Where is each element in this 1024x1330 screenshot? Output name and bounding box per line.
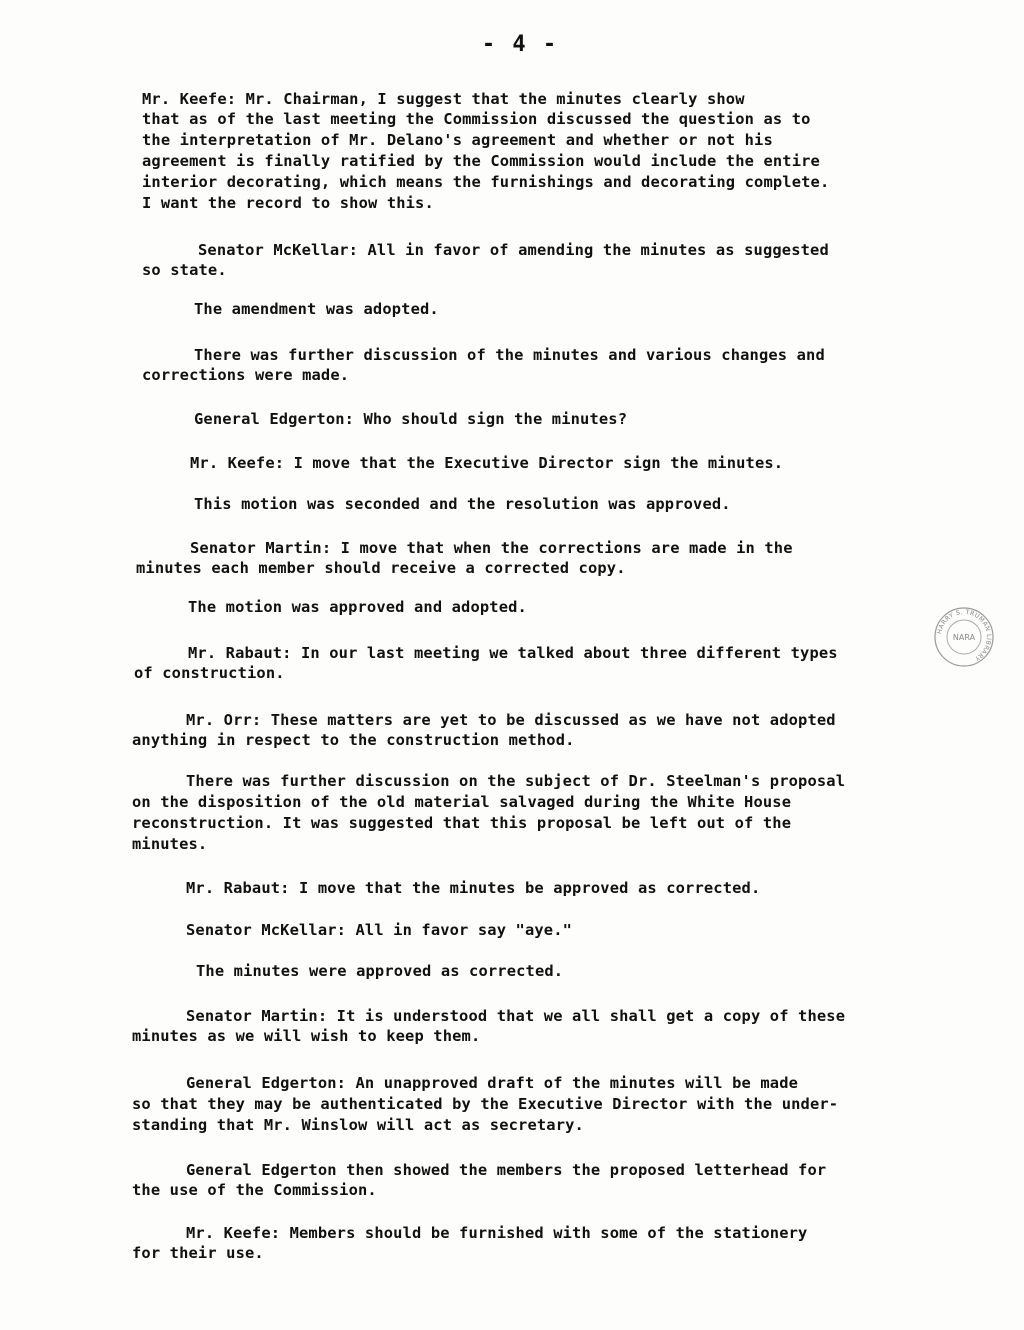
stamp-arc-text: HARRY S. TRUMAN LIBRARY: [936, 608, 993, 662]
text-line: so state.: [142, 261, 227, 279]
text-line: minutes each member should receive a corrected copy.: [136, 559, 626, 577]
text-line: This motion was seconded and the resolution was approved.: [194, 495, 731, 513]
text-line: The amendment was adopted.: [194, 300, 439, 318]
text-line: General Edgerton then showed the members the proposed letterhead for: [186, 1161, 827, 1179]
text-line: minutes.: [132, 835, 208, 853]
text-line: of construction.: [134, 664, 285, 682]
stamp-center-text: NARA: [952, 633, 976, 642]
text-line: the interpretation of Mr. Delano's agreement and whether or not his: [142, 131, 773, 149]
text-line: Mr. Keefe: Mr. Chairman, I suggest that the minutes clearly show: [142, 90, 745, 108]
text-line: There was further discussion of the minutes and various changes and: [194, 346, 825, 364]
text-line: I want the record to show this.: [142, 194, 434, 212]
text-line: anything in respect to the construction method.: [132, 731, 575, 749]
text-line: There was further discussion on the subject of Dr. Steelman's proposal: [186, 772, 846, 790]
text-line: Mr. Keefe: I move that the Executive Director sign the minutes.: [190, 454, 784, 472]
text-line: General Edgerton: Who should sign the minutes?: [194, 410, 628, 428]
text-line: Senator Martin: I move that when the corrections are made in the: [190, 539, 793, 557]
page-number: - 4 -: [481, 32, 559, 57]
text-line: Senator McKellar: All in favor of amending the minutes as suggested: [198, 241, 829, 259]
text-line: the use of the Commission.: [132, 1181, 377, 1199]
text-line: reconstruction. It was suggested that this proposal be left out of the: [132, 814, 792, 832]
text-line: minutes as we will wish to keep them.: [132, 1027, 481, 1045]
text-line: The minutes were approved as corrected.: [196, 962, 564, 980]
text-line: for their use.: [132, 1244, 264, 1262]
text-line: so that they may be authenticated by the Executive Director with the under-: [132, 1095, 839, 1113]
text-line: interior decorating, which means the furnishings and decorating complete.: [142, 173, 830, 191]
text-line: that as of the last meeting the Commission discussed the question as to: [142, 110, 811, 128]
text-line: Mr. Orr: These matters are yet to be discussed as we have not adopted: [186, 711, 836, 729]
text-line: Mr. Keefe: Members should be furnished with some of the stationery: [186, 1224, 808, 1242]
text-line: Senator McKellar: All in favor say "aye.": [186, 921, 573, 939]
text-line: on the disposition of the old material salvaged during the White House: [132, 793, 792, 811]
text-line: Mr. Rabaut: In our last meeting we talked about three different types: [188, 644, 838, 662]
text-line: General Edgerton: An unapproved draft of the minutes will be made: [186, 1074, 799, 1092]
text-line: The motion was approved and adopted.: [188, 598, 527, 616]
text-line: standing that Mr. Winslow will act as secretary.: [132, 1116, 584, 1134]
text-line: Senator Martin: It is understood that we all shall get a copy of these: [186, 1007, 846, 1025]
archive-stamp-seal: [933, 606, 995, 668]
text-line: agreement is finally ratified by the Commission would include the entire: [142, 152, 820, 170]
text-line: Mr. Rabaut: I move that the minutes be approved as corrected.: [186, 879, 761, 897]
text-line: corrections were made.: [142, 366, 350, 384]
